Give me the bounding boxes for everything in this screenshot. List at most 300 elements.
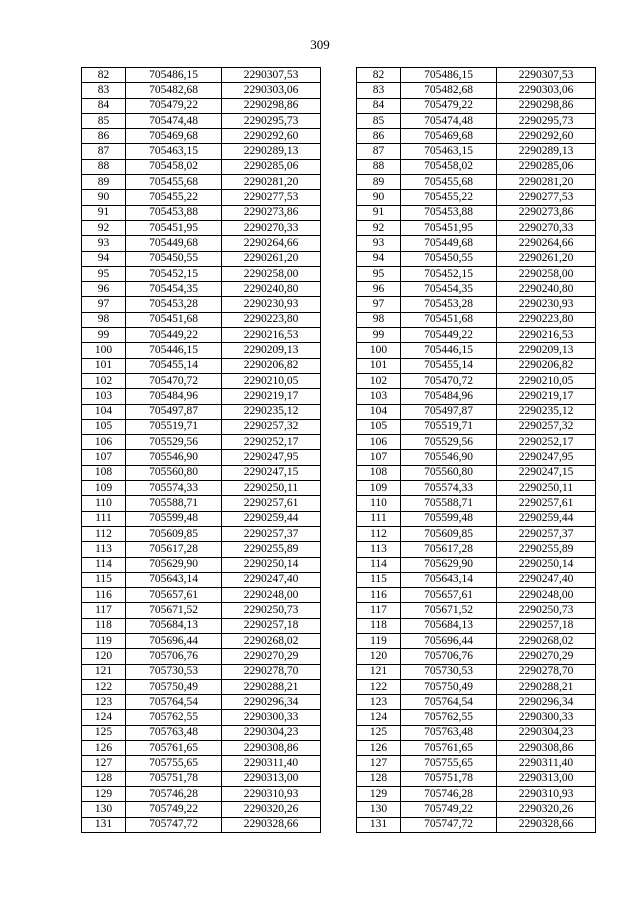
left-point-number: 89 [82, 175, 126, 190]
column-gap [321, 679, 357, 694]
column-gap [321, 113, 357, 128]
table-row [82, 695, 596, 710]
left-x-coordinate: 705749,22 [126, 802, 222, 817]
left-y-coordinate: 2290270,33 [222, 220, 321, 235]
left-x-coordinate: 705454,35 [126, 282, 222, 297]
left-x-coordinate: 705458,02 [126, 159, 222, 174]
right-point-number: 97 [357, 297, 401, 312]
left-x-coordinate: 705706,76 [126, 649, 222, 664]
table-row [82, 419, 596, 434]
table-row [82, 297, 596, 312]
left-x-coordinate: 705453,88 [126, 205, 222, 220]
left-x-coordinate: 705751,78 [126, 771, 222, 786]
table-row [82, 358, 596, 373]
right-y-coordinate: 2290281,20 [497, 175, 596, 190]
right-y-coordinate: 2290257,61 [497, 496, 596, 511]
left-y-coordinate: 2290307,53 [222, 68, 321, 83]
left-y-coordinate: 2290268,02 [222, 633, 321, 648]
right-x-coordinate: 705617,28 [401, 542, 497, 557]
table-row [82, 205, 596, 220]
column-gap [321, 343, 357, 358]
left-y-coordinate: 2290270,29 [222, 649, 321, 664]
column-gap [321, 144, 357, 159]
column-gap [321, 404, 357, 419]
right-point-number: 110 [357, 496, 401, 511]
column-gap [321, 328, 357, 343]
column-gap [321, 205, 357, 220]
right-point-number: 116 [357, 588, 401, 603]
right-point-number: 109 [357, 481, 401, 496]
table-row [82, 710, 596, 725]
right-y-coordinate: 2290273,86 [497, 205, 596, 220]
right-point-number: 88 [357, 159, 401, 174]
right-x-coordinate: 705764,54 [401, 695, 497, 710]
left-y-coordinate: 2290259,44 [222, 511, 321, 526]
right-x-coordinate: 705455,22 [401, 190, 497, 205]
right-y-coordinate: 2290247,40 [497, 572, 596, 587]
right-x-coordinate: 705546,90 [401, 450, 497, 465]
coordinates-table-body [82, 68, 596, 833]
right-y-coordinate: 2290210,05 [497, 373, 596, 388]
column-gap [321, 588, 357, 603]
right-point-number: 90 [357, 190, 401, 205]
table-row [82, 786, 596, 801]
right-y-coordinate: 2290257,32 [497, 419, 596, 434]
left-x-coordinate: 705470,72 [126, 373, 222, 388]
right-point-number: 102 [357, 373, 401, 388]
right-point-number: 120 [357, 649, 401, 664]
table-row [82, 588, 596, 603]
left-x-coordinate: 705463,15 [126, 144, 222, 159]
column-gap [321, 802, 357, 817]
left-point-number: 97 [82, 297, 126, 312]
right-point-number: 95 [357, 266, 401, 281]
left-x-coordinate: 705446,15 [126, 343, 222, 358]
left-point-number: 85 [82, 113, 126, 128]
left-point-number: 99 [82, 328, 126, 343]
left-y-coordinate: 2290292,60 [222, 129, 321, 144]
column-gap [321, 220, 357, 235]
column-gap [321, 756, 357, 771]
left-point-number: 112 [82, 526, 126, 541]
left-point-number: 106 [82, 435, 126, 450]
left-point-number: 131 [82, 817, 126, 832]
right-point-number: 111 [357, 511, 401, 526]
right-point-number: 128 [357, 771, 401, 786]
left-x-coordinate: 705451,68 [126, 312, 222, 327]
right-y-coordinate: 2290219,17 [497, 389, 596, 404]
right-point-number: 92 [357, 220, 401, 235]
table-row [82, 679, 596, 694]
table-row [82, 496, 596, 511]
table-row [82, 328, 596, 343]
left-x-coordinate: 705479,22 [126, 98, 222, 113]
right-point-number: 84 [357, 98, 401, 113]
left-x-coordinate: 705747,72 [126, 817, 222, 832]
left-y-coordinate: 2290288,21 [222, 679, 321, 694]
table-row [82, 481, 596, 496]
right-point-number: 89 [357, 175, 401, 190]
right-y-coordinate: 2290296,34 [497, 695, 596, 710]
column-gap [321, 664, 357, 679]
left-x-coordinate: 705643,14 [126, 572, 222, 587]
left-x-coordinate: 705755,65 [126, 756, 222, 771]
right-y-coordinate: 2290308,86 [497, 741, 596, 756]
right-point-number: 122 [357, 679, 401, 694]
right-point-number: 123 [357, 695, 401, 710]
left-x-coordinate: 705730,53 [126, 664, 222, 679]
right-y-coordinate: 2290298,86 [497, 98, 596, 113]
column-gap [321, 435, 357, 450]
left-x-coordinate: 705452,15 [126, 266, 222, 281]
right-y-coordinate: 2290313,00 [497, 771, 596, 786]
left-x-coordinate: 705609,85 [126, 526, 222, 541]
left-y-coordinate: 2290209,13 [222, 343, 321, 358]
right-x-coordinate: 705755,65 [401, 756, 497, 771]
left-y-coordinate: 2290219,17 [222, 389, 321, 404]
right-x-coordinate: 705446,15 [401, 343, 497, 358]
table-row [82, 542, 596, 557]
left-x-coordinate: 705560,80 [126, 465, 222, 480]
right-point-number: 121 [357, 664, 401, 679]
left-x-coordinate: 705746,28 [126, 786, 222, 801]
left-x-coordinate: 705750,49 [126, 679, 222, 694]
left-y-coordinate: 2290210,05 [222, 373, 321, 388]
left-point-number: 108 [82, 465, 126, 480]
right-point-number: 108 [357, 465, 401, 480]
right-y-coordinate: 2290250,11 [497, 481, 596, 496]
column-gap [321, 465, 357, 480]
left-point-number: 130 [82, 802, 126, 817]
left-x-coordinate: 705657,61 [126, 588, 222, 603]
right-x-coordinate: 705451,68 [401, 312, 497, 327]
right-x-coordinate: 705449,68 [401, 236, 497, 251]
table-row [82, 664, 596, 679]
left-y-coordinate: 2290247,15 [222, 465, 321, 480]
left-point-number: 105 [82, 419, 126, 434]
right-point-number: 113 [357, 542, 401, 557]
table-row [82, 526, 596, 541]
table-row [82, 68, 596, 83]
left-y-coordinate: 2290308,86 [222, 741, 321, 756]
right-x-coordinate: 705574,33 [401, 481, 497, 496]
right-x-coordinate: 705763,48 [401, 725, 497, 740]
left-y-coordinate: 2290328,66 [222, 817, 321, 832]
right-x-coordinate: 705730,53 [401, 664, 497, 679]
column-gap [321, 618, 357, 633]
table-row [82, 771, 596, 786]
right-x-coordinate: 705458,02 [401, 159, 497, 174]
right-point-number: 83 [357, 83, 401, 98]
right-y-coordinate: 2290235,12 [497, 404, 596, 419]
right-x-coordinate: 705455,14 [401, 358, 497, 373]
left-point-number: 120 [82, 649, 126, 664]
left-x-coordinate: 705455,14 [126, 358, 222, 373]
right-x-coordinate: 705751,78 [401, 771, 497, 786]
table-row [82, 404, 596, 419]
right-x-coordinate: 705453,88 [401, 205, 497, 220]
right-point-number: 129 [357, 786, 401, 801]
left-x-coordinate: 705761,65 [126, 741, 222, 756]
table-row [82, 113, 596, 128]
right-y-coordinate: 2290304,23 [497, 725, 596, 740]
right-x-coordinate: 705762,55 [401, 710, 497, 725]
right-x-coordinate: 705469,68 [401, 129, 497, 144]
left-y-coordinate: 2290257,18 [222, 618, 321, 633]
right-x-coordinate: 705746,28 [401, 786, 497, 801]
right-x-coordinate: 705519,71 [401, 419, 497, 434]
column-gap [321, 771, 357, 786]
left-x-coordinate: 705453,28 [126, 297, 222, 312]
column-gap [321, 710, 357, 725]
right-point-number: 105 [357, 419, 401, 434]
left-y-coordinate: 2290230,93 [222, 297, 321, 312]
table-row [82, 450, 596, 465]
left-point-number: 113 [82, 542, 126, 557]
table-row [82, 741, 596, 756]
column-gap [321, 83, 357, 98]
left-y-coordinate: 2290300,33 [222, 710, 321, 725]
left-y-coordinate: 2290240,80 [222, 282, 321, 297]
right-point-number: 100 [357, 343, 401, 358]
left-y-coordinate: 2290258,00 [222, 266, 321, 281]
right-x-coordinate: 705463,15 [401, 144, 497, 159]
left-x-coordinate: 705588,71 [126, 496, 222, 511]
left-y-coordinate: 2290250,73 [222, 603, 321, 618]
left-point-number: 102 [82, 373, 126, 388]
right-point-number: 124 [357, 710, 401, 725]
left-point-number: 98 [82, 312, 126, 327]
right-y-coordinate: 2290268,02 [497, 633, 596, 648]
table-row [82, 312, 596, 327]
left-y-coordinate: 2290311,40 [222, 756, 321, 771]
left-y-coordinate: 2290216,53 [222, 328, 321, 343]
coordinates-table [81, 67, 596, 833]
right-x-coordinate: 705454,35 [401, 282, 497, 297]
left-point-number: 87 [82, 144, 126, 159]
right-y-coordinate: 2290292,60 [497, 129, 596, 144]
right-x-coordinate: 705696,44 [401, 633, 497, 648]
right-x-coordinate: 705609,85 [401, 526, 497, 541]
left-point-number: 115 [82, 572, 126, 587]
table-row [82, 756, 596, 771]
column-gap [321, 190, 357, 205]
table-row [82, 618, 596, 633]
left-point-number: 117 [82, 603, 126, 618]
column-gap [321, 251, 357, 266]
right-y-coordinate: 2290288,21 [497, 679, 596, 694]
table-row [82, 649, 596, 664]
right-y-coordinate: 2290209,13 [497, 343, 596, 358]
column-gap [321, 159, 357, 174]
right-point-number: 112 [357, 526, 401, 541]
column-gap [321, 175, 357, 190]
left-x-coordinate: 705486,15 [126, 68, 222, 83]
left-x-coordinate: 705671,52 [126, 603, 222, 618]
left-x-coordinate: 705762,55 [126, 710, 222, 725]
left-x-coordinate: 705497,87 [126, 404, 222, 419]
left-point-number: 92 [82, 220, 126, 235]
right-y-coordinate: 2290230,93 [497, 297, 596, 312]
column-gap [321, 542, 357, 557]
right-y-coordinate: 2290257,37 [497, 526, 596, 541]
left-x-coordinate: 705546,90 [126, 450, 222, 465]
right-y-coordinate: 2290285,06 [497, 159, 596, 174]
table-row [82, 389, 596, 404]
right-point-number: 114 [357, 557, 401, 572]
right-x-coordinate: 705482,68 [401, 83, 497, 98]
right-y-coordinate: 2290328,66 [497, 817, 596, 832]
left-y-coordinate: 2290247,40 [222, 572, 321, 587]
left-point-number: 104 [82, 404, 126, 419]
right-point-number: 127 [357, 756, 401, 771]
right-y-coordinate: 2290247,95 [497, 450, 596, 465]
right-y-coordinate: 2290310,93 [497, 786, 596, 801]
column-gap [321, 266, 357, 281]
left-point-number: 83 [82, 83, 126, 98]
left-point-number: 82 [82, 68, 126, 83]
left-y-coordinate: 2290304,23 [222, 725, 321, 740]
right-point-number: 131 [357, 817, 401, 832]
right-point-number: 126 [357, 741, 401, 756]
left-y-coordinate: 2290310,93 [222, 786, 321, 801]
left-y-coordinate: 2290295,73 [222, 113, 321, 128]
column-gap [321, 496, 357, 511]
left-point-number: 101 [82, 358, 126, 373]
right-y-coordinate: 2290311,40 [497, 756, 596, 771]
right-y-coordinate: 2290300,33 [497, 710, 596, 725]
left-y-coordinate: 2290303,06 [222, 83, 321, 98]
left-x-coordinate: 705455,68 [126, 175, 222, 190]
left-x-coordinate: 705451,95 [126, 220, 222, 235]
left-point-number: 128 [82, 771, 126, 786]
right-x-coordinate: 705588,71 [401, 496, 497, 511]
right-point-number: 125 [357, 725, 401, 740]
right-point-number: 98 [357, 312, 401, 327]
table-row [82, 129, 596, 144]
column-gap [321, 741, 357, 756]
left-point-number: 129 [82, 786, 126, 801]
table-row [82, 175, 596, 190]
right-point-number: 101 [357, 358, 401, 373]
table-row [82, 282, 596, 297]
left-y-coordinate: 2290248,00 [222, 588, 321, 603]
left-y-coordinate: 2290206,82 [222, 358, 321, 373]
left-x-coordinate: 705599,48 [126, 511, 222, 526]
left-point-number: 91 [82, 205, 126, 220]
left-x-coordinate: 705629,90 [126, 557, 222, 572]
column-gap [321, 572, 357, 587]
right-point-number: 107 [357, 450, 401, 465]
left-y-coordinate: 2290285,06 [222, 159, 321, 174]
left-y-coordinate: 2290257,61 [222, 496, 321, 511]
right-point-number: 96 [357, 282, 401, 297]
table-row [82, 435, 596, 450]
column-gap [321, 481, 357, 496]
right-y-coordinate: 2290248,00 [497, 588, 596, 603]
left-point-number: 90 [82, 190, 126, 205]
left-point-number: 118 [82, 618, 126, 633]
right-point-number: 115 [357, 572, 401, 587]
right-x-coordinate: 705560,80 [401, 465, 497, 480]
left-y-coordinate: 2290252,17 [222, 435, 321, 450]
right-x-coordinate: 705479,22 [401, 98, 497, 113]
right-y-coordinate: 2290278,70 [497, 664, 596, 679]
right-x-coordinate: 705451,95 [401, 220, 497, 235]
column-gap [321, 526, 357, 541]
left-x-coordinate: 705474,48 [126, 113, 222, 128]
column-gap [321, 695, 357, 710]
column-gap [321, 358, 357, 373]
table-row [82, 817, 596, 832]
column-gap [321, 511, 357, 526]
right-y-coordinate: 2290277,53 [497, 190, 596, 205]
left-point-number: 111 [82, 511, 126, 526]
left-point-number: 107 [82, 450, 126, 465]
left-y-coordinate: 2290257,32 [222, 419, 321, 434]
left-point-number: 84 [82, 98, 126, 113]
left-y-coordinate: 2290273,86 [222, 205, 321, 220]
right-x-coordinate: 705684,13 [401, 618, 497, 633]
table-row [82, 236, 596, 251]
right-point-number: 91 [357, 205, 401, 220]
column-gap [321, 450, 357, 465]
left-point-number: 94 [82, 251, 126, 266]
table-row [82, 511, 596, 526]
table-row [82, 83, 596, 98]
right-y-coordinate: 2290257,18 [497, 618, 596, 633]
right-y-coordinate: 2290252,17 [497, 435, 596, 450]
right-x-coordinate: 705470,72 [401, 373, 497, 388]
right-x-coordinate: 705599,48 [401, 511, 497, 526]
column-gap [321, 297, 357, 312]
left-y-coordinate: 2290257,37 [222, 526, 321, 541]
table-row [82, 465, 596, 480]
right-x-coordinate: 705455,68 [401, 175, 497, 190]
table-row [82, 572, 596, 587]
right-x-coordinate: 705643,14 [401, 572, 497, 587]
table-row [82, 343, 596, 358]
right-point-number: 104 [357, 404, 401, 419]
right-point-number: 93 [357, 236, 401, 251]
left-point-number: 121 [82, 664, 126, 679]
table-row [82, 557, 596, 572]
right-x-coordinate: 705706,76 [401, 649, 497, 664]
left-point-number: 109 [82, 481, 126, 496]
left-y-coordinate: 2290277,53 [222, 190, 321, 205]
column-gap [321, 633, 357, 648]
column-gap [321, 557, 357, 572]
column-gap [321, 725, 357, 740]
left-y-coordinate: 2290250,11 [222, 481, 321, 496]
right-point-number: 118 [357, 618, 401, 633]
right-y-coordinate: 2290270,29 [497, 649, 596, 664]
column-gap [321, 98, 357, 113]
left-x-coordinate: 705574,33 [126, 481, 222, 496]
column-gap [321, 282, 357, 297]
left-x-coordinate: 705450,55 [126, 251, 222, 266]
left-x-coordinate: 705763,48 [126, 725, 222, 740]
left-x-coordinate: 705484,96 [126, 389, 222, 404]
left-point-number: 126 [82, 741, 126, 756]
table-row [82, 159, 596, 174]
left-point-number: 93 [82, 236, 126, 251]
right-y-coordinate: 2290264,66 [497, 236, 596, 251]
right-x-coordinate: 705747,72 [401, 817, 497, 832]
column-gap [321, 389, 357, 404]
right-y-coordinate: 2290320,26 [497, 802, 596, 817]
left-x-coordinate: 705482,68 [126, 83, 222, 98]
